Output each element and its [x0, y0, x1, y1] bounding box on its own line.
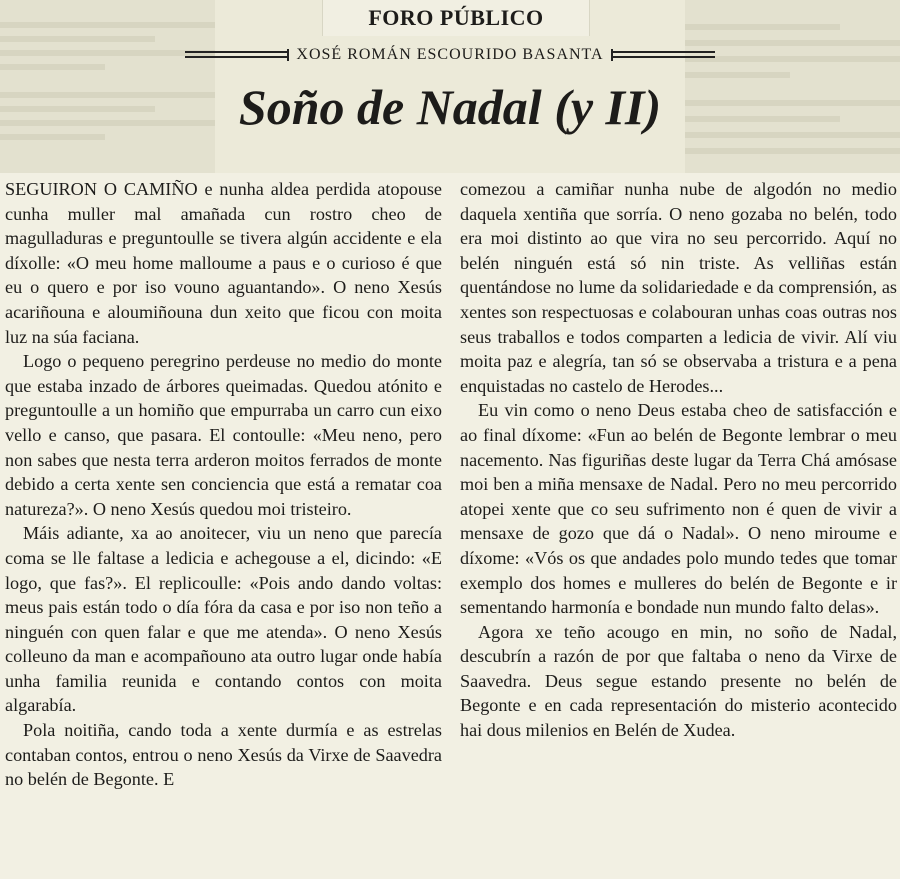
- article-column-left: [5, 177, 442, 792]
- section-label: FORO PÚBLICO: [368, 5, 544, 30]
- paragraph: Logo o pequeno peregrino perdeuse no medio do monte que estaba inzado de árbores queimadas. Quedou atónito e preguntoulle a un homiño que empurraba un carro cun eixo vello e canso, que pasara. El contoulle: «Meu neno, pero non sabes que nesta terra arderon moitos ferrados de monte debido a certa xente sen conciencia que está a rematar coa natureza?». O neno Xesús quedou moi tristeiro.: [5, 351, 442, 519]
- article-column-right: [460, 177, 897, 743]
- byline-row: [185, 42, 715, 68]
- paragraph: SEGUIRON O CAMIÑO e nunha aldea perdida atopouse cunha muller mal amañada cun rostro cheo de magulladuras e preguntoulle se tivera algún accidente e ela díxolle: «O meu home malloume a paus e o curioso é que eu o quero e por iso vouno aguantando». O neno Xesús acariñouna e aloumiñouna dun xeito que ficou con moita luz na súa faciana.: [5, 179, 442, 347]
- author-byline: XOSÉ ROMÁN ESCOURIDO BASANTA: [296, 46, 604, 63]
- paragraph: Pola noitiña, cando toda a xente durmía e as estrelas contaban contos, entrou o neno Xesús da Virxe de Saavedra no belén de Begonte. E: [5, 720, 442, 790]
- section-masthead: [322, 0, 590, 36]
- byline-rule-left: [185, 49, 289, 61]
- byline-rule-right: [611, 49, 715, 61]
- paragraph: Eu vin como o neno Deus estaba cheo de satisfacción e ao final díxome: «Fun ao belén de Begonte lembrar o meu nacemento. Nas figuriñas deste lugar da Terra Chá amósase moi ben a miña mensaxe de Nadal. Pero no meu percorrido atopei xente que co seu sufrimento non é quen de vivir a mensaxe de gozo que dá o Nadal». O neno miroume e díxome: «Vós os que andades polo mundo tedes que tomar exemplo dos homes e mulleres do belén de Begonte e ir sementando harmonía e bondade nun mundo falto delas».: [460, 400, 897, 618]
- article-body: [0, 173, 900, 879]
- paragraph: comezou a camiñar nunha nube de algodón no medio daquela xentiña que sorría. O neno gozaba no belén, todo era moi distinto ao que vira no seu percorrido. Aquí no belén ninguén está só nin triste. As velliñas están quentándose no lume da solidariedade e da comprensión, as xentes son respectuosas e colabouran unhas coas outras nos seus traballos e todos comparten a ledicia de vivir. Alí viu moita paz e alegría, tan só se observaba a tristura e a pena enquistadas no castelo de Herodes...: [460, 179, 897, 396]
- paragraph: Máis adiante, xa ao anoitecer, viu un neno que parecía coma se lle faltase a ledicia e achegouse a el, dicindo: «E logo, que fas?». El replicoulle: «Pois ando dando voltas: meus pais están todo o día fóra da casa e por iso non teño a ninguén con quen falar e que me atenda». O neno Xesús colleuno da man e acompañouno ata outro lugar onde había unha familia reunida e contando contos con moita algarabía.: [5, 523, 442, 716]
- article-headline: Soño de Nadal (y II): [238, 79, 662, 135]
- paragraph: Agora xe teño acougo en min, no soño de Nadal, descubrín a razón de por que faltaba o neno da Virxe de Saavedra. Deus segue estando presente no belén de Begonte e en cada representación do misterio acontecido hai dous milenios en Belén de Xudea.: [460, 621, 897, 741]
